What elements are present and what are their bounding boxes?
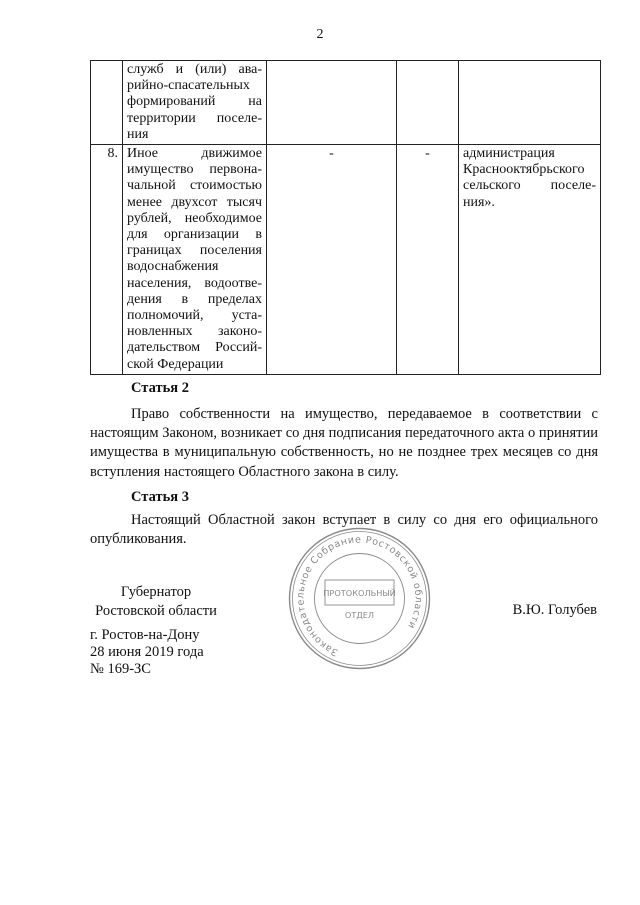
property-name: Иное движимое имущество первона-чальной стоимостью менее двухсот тысяч рублей, необходимое для организации в границах поселения водоснабжения населения, водоотве-дения в пределах полномочий, уста-новленных законо-дательством Россий-ской Федерации <box>123 145 267 375</box>
page-number: 2 <box>316 27 324 42</box>
date: 28 июня 2019 года <box>90 644 204 660</box>
article-3-heading: Статья 3 <box>131 489 189 505</box>
table-cell: - <box>267 145 397 375</box>
stamp-graphic <box>290 529 430 669</box>
place-date-block <box>90 627 204 678</box>
stamp-inner-line2: ОТДЕЛ <box>344 610 375 620</box>
signer-name: В.Ю. Голубев <box>512 602 597 618</box>
governor-title-line1: Губернатор <box>120 584 192 600</box>
city: г. Ростов-на-Дону <box>90 627 200 643</box>
svg-text:Законодательное Собрание Росто <box>287 526 432 671</box>
row-number: 8. <box>91 145 123 375</box>
governor-title-line2: Ростовской области <box>95 603 217 619</box>
table-cell: - <box>397 145 459 375</box>
property-name: служб и (или) ава-рийно-спасательных формирований на территории поселе-ния <box>123 61 267 145</box>
owner-cell: администрация Краснооктябрьского сельского поселе-ния». <box>459 145 601 375</box>
property-table <box>90 60 601 375</box>
owner-cell <box>459 61 601 145</box>
article-2-heading: Статья 2 <box>131 380 189 396</box>
table-cell <box>267 61 397 145</box>
article-2-text: Право собственности на имущество, передаваемое в соответствии с настоящим Законом, возникает со дня подписания передаточного акта о принятии имущества в муниципальную собственность, но не позднее трех месяцев со дня вступления настоящего Областного закона в силу. <box>90 406 598 480</box>
table-row <box>91 61 601 145</box>
article-3-text: Настоящий Областной закон вступает в силу со дня его официального опубликования. <box>90 512 598 548</box>
stamp-inner-line1: ПРОТОКОЛЬНЫЙ <box>323 588 396 598</box>
stamp-outer-text: Законодательное Собрание Ростовской области <box>295 534 424 658</box>
table-row <box>91 145 601 375</box>
governor-title <box>90 583 222 621</box>
law-number: № 169-ЗС <box>90 661 151 677</box>
table-cell <box>397 61 459 145</box>
row-number <box>91 61 123 145</box>
protocol-department-stamp <box>287 526 432 671</box>
